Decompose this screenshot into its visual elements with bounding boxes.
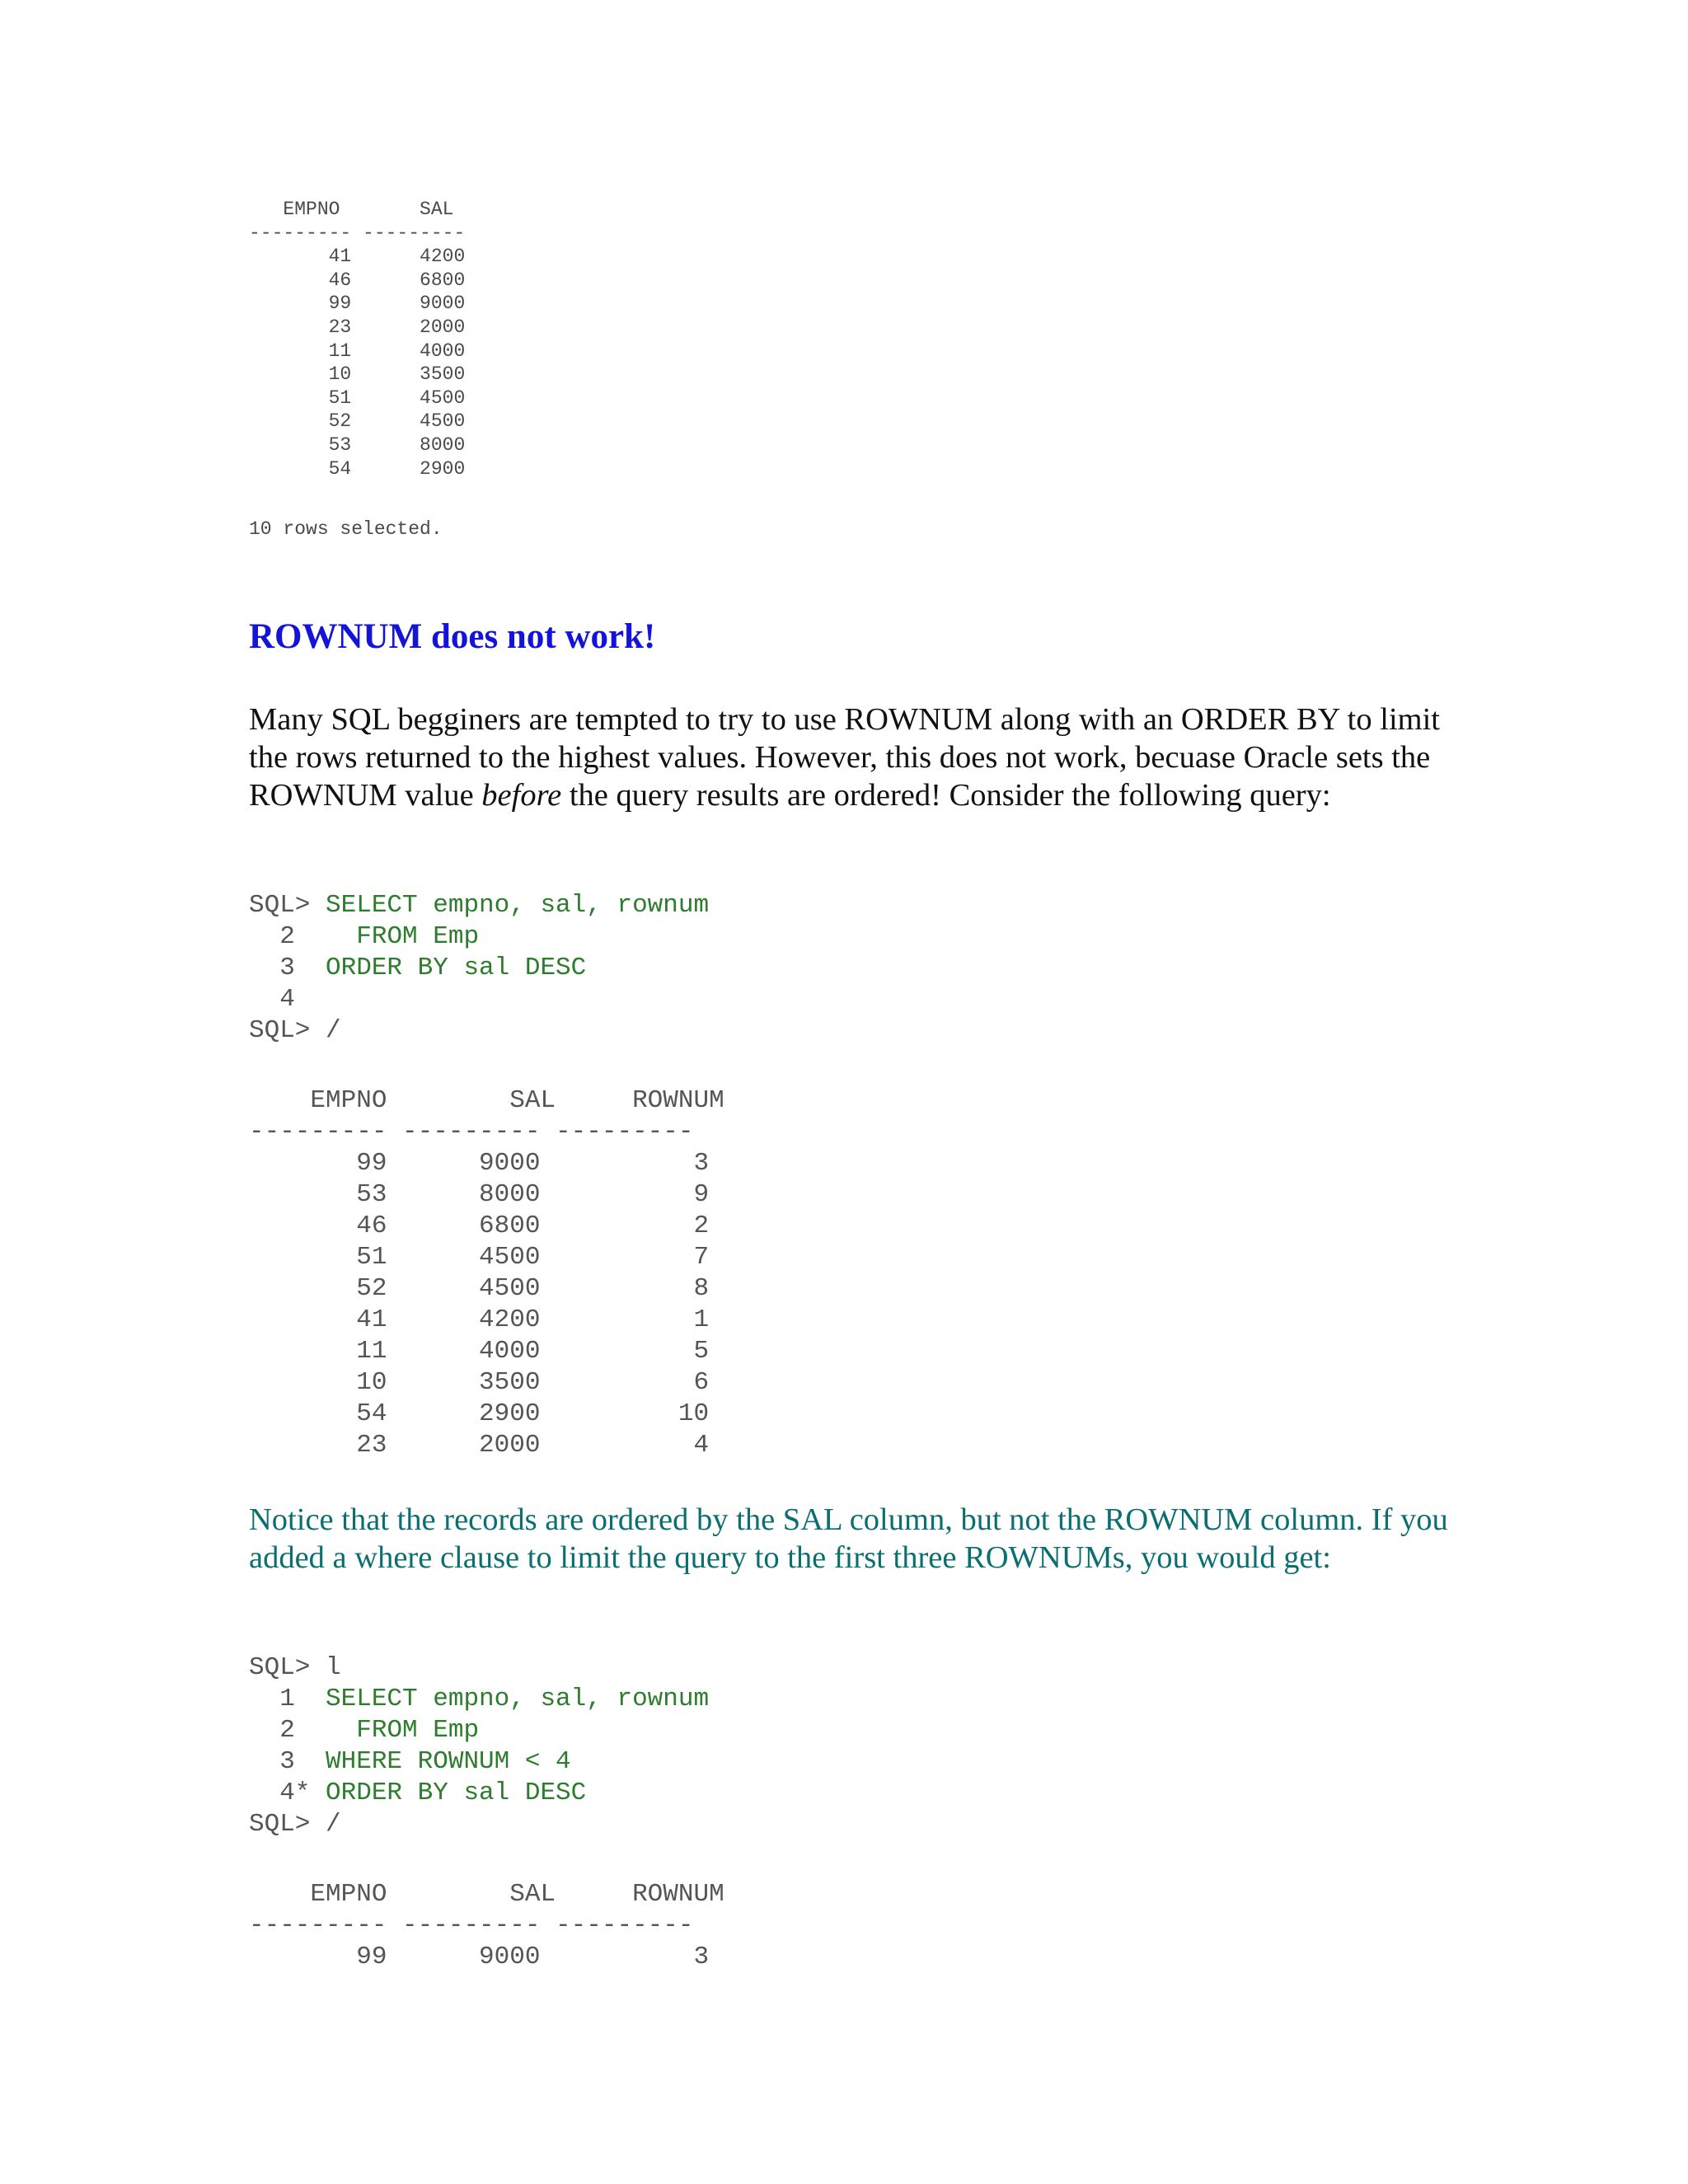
line-prefix: 4 (249, 985, 295, 1014)
line-prefix: SQL> / (249, 1016, 341, 1045)
intro-emphasis: before (481, 778, 562, 813)
table-row: 54 2900 (249, 457, 466, 480)
table-header: EMPNO SAL ROWNUM (249, 1880, 724, 1909)
table-row: 99 9000 3 (249, 1149, 710, 1178)
table-row: 54 2900 10 (249, 1399, 710, 1428)
table-row: 10 3500 6 (249, 1368, 710, 1397)
intro-paragraph (249, 701, 1452, 814)
code-line (249, 953, 709, 984)
third-result-table (249, 1879, 724, 1973)
line-prefix: 4* (249, 1779, 326, 1807)
line-code: FROM Emp (356, 922, 480, 951)
rows-selected-footer: 10 rows selected. (249, 518, 443, 540)
code-line (249, 921, 709, 953)
table-row: 52 4500 8 (249, 1274, 710, 1303)
second-sql-query (249, 1652, 709, 1840)
line-prefix: 1 (249, 1685, 326, 1713)
code-line (249, 890, 709, 921)
table-row: 41 4200 1 (249, 1305, 710, 1334)
code-line (249, 1778, 709, 1809)
table-row: 46 6800 (249, 269, 466, 291)
table-row: 99 9000 (249, 293, 466, 315)
intro-text-start: Many SQL begginers are tempted to try to use ROWNUM along with an ORDER BY to limit the rows returned to the highest values. However, this does not work, becuase Oracle sets the ROWNUM value (249, 702, 1440, 813)
first-sql-query (249, 890, 709, 1047)
code-line (249, 1684, 709, 1715)
code-line (249, 1809, 709, 1840)
line-code: SELECT empno, sal, rownum (326, 891, 710, 920)
notice-paragraph: Notice that the records are ordered by the SAL column, but not the ROWNUM column. If you added a where clause to limit the query to the first three ROWNUMs, you would get: (249, 1502, 1448, 1575)
table-row: 52 4500 (249, 410, 466, 433)
first-result-table (249, 198, 465, 480)
table-row: 46 6800 2 (249, 1212, 710, 1240)
table-row: 53 8000 (249, 434, 466, 456)
code-line (249, 1715, 709, 1746)
code-line (249, 1746, 709, 1778)
line-code: ORDER BY sal DESC (326, 1779, 587, 1807)
line-prefix: 3 (249, 1747, 326, 1776)
table-row: 23 2000 4 (249, 1431, 710, 1460)
table-rule: --------- --------- --------- (249, 1118, 694, 1146)
line-code: ORDER BY sal DESC (326, 954, 587, 982)
line-prefix: SQL> (249, 891, 326, 920)
code-line (249, 984, 709, 1015)
table-rule: --------- --------- (249, 222, 466, 244)
line-prefix: 2 (249, 1716, 357, 1745)
table-row: 51 4500 (249, 387, 466, 409)
line-prefix: 2 (249, 922, 357, 951)
table-row: 23 2000 (249, 316, 466, 338)
second-result-table (249, 1085, 724, 1461)
section-heading: ROWNUM does not work! (249, 617, 656, 656)
table-header: EMPNO SAL ROWNUM (249, 1086, 724, 1115)
table-row: 51 4500 7 (249, 1243, 710, 1272)
table-row: 10 3500 (249, 363, 466, 386)
line-prefix: 3 (249, 954, 326, 982)
table-row: 41 4200 (249, 246, 466, 268)
table-row: 53 8000 9 (249, 1180, 710, 1209)
table-row: 99 9000 3 (249, 1943, 710, 1971)
line-code: WHERE ROWNUM < 4 (326, 1747, 571, 1776)
table-row: 11 4000 (249, 340, 466, 362)
code-line (249, 1015, 709, 1047)
line-prefix: SQL> / (249, 1810, 341, 1839)
line-code: FROM Emp (356, 1716, 480, 1745)
table-row: 11 4000 5 (249, 1337, 710, 1366)
table-rule: --------- --------- --------- (249, 1911, 694, 1940)
table-header: EMPNO SAL (249, 199, 454, 220)
code-line (249, 1652, 709, 1684)
line-prefix: SQL> l (249, 1653, 341, 1682)
intro-text-end: the query results are ordered! Consider the following query: (561, 778, 1331, 813)
line-code: SELECT empno, sal, rownum (326, 1685, 710, 1713)
